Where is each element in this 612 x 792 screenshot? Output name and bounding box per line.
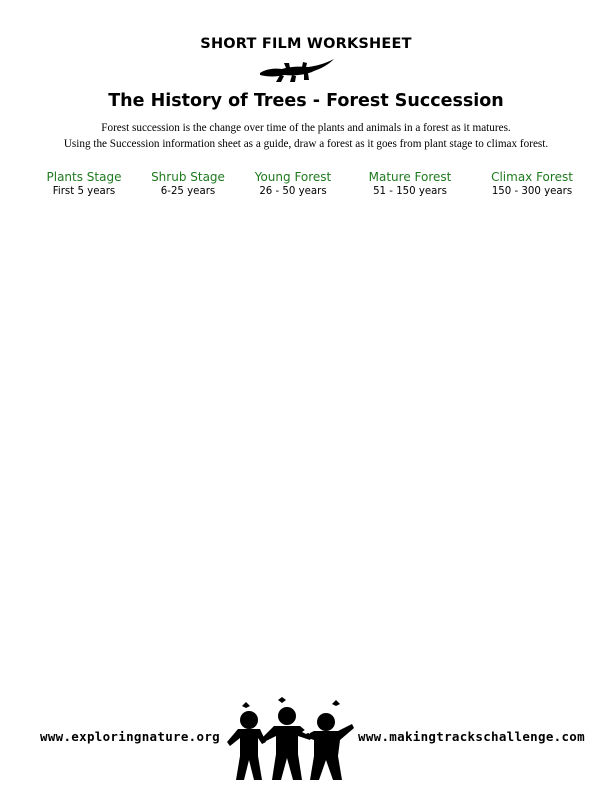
stage-name: Young Forest <box>254 170 332 184</box>
stage-years: 6-25 years <box>160 186 216 197</box>
page-title: The History of Trees - Forest Succession <box>108 91 504 111</box>
intro-line-2: Using the Succession information sheet as a guide, draw a forest as it goes from plant stage to climax forest. <box>63 138 549 150</box>
footer-link-exploringnature[interactable]: www.exploringnature.org <box>40 729 220 744</box>
stage-young-forest <box>228 170 358 199</box>
stage-name: Climax Forest <box>491 170 573 184</box>
intro-line-1: Forest succession is the change over time of the plants and animals in a forest as it matures. <box>101 122 511 134</box>
footer-link-makingtrackschallenge[interactable]: www.makingtrackschallenge.com <box>358 729 585 744</box>
stage-years: 51 - 150 years <box>373 186 447 197</box>
children-holding-hands-icon <box>222 696 356 782</box>
stage-name: Mature Forest <box>368 170 452 184</box>
alligator-icon <box>258 55 336 85</box>
stage-mature-forest <box>345 170 475 199</box>
stage-climax-forest <box>467 170 597 199</box>
stage-name: Shrub Stage <box>151 170 225 184</box>
stage-years: 26 - 50 years <box>259 186 327 197</box>
stage-name: Plants Stage <box>46 170 122 184</box>
stage-years: 150 - 300 years <box>491 186 573 197</box>
worksheet-header: SHORT FILM WORKSHEET <box>200 36 412 52</box>
stage-years: First 5 years <box>52 186 116 197</box>
